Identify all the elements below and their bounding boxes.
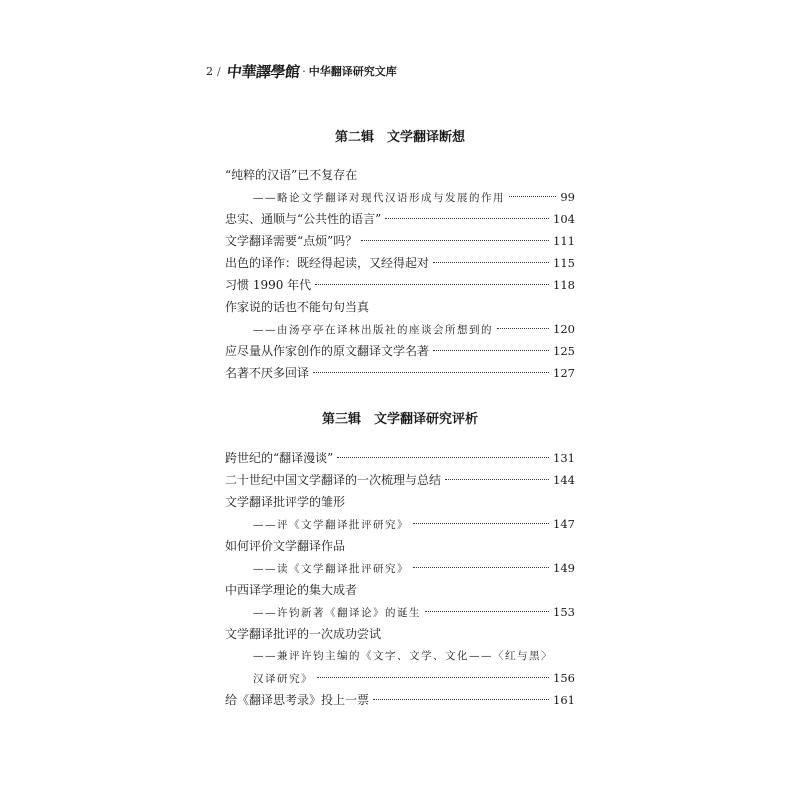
entry-title: 出色的译作：既经得起读，又经得起对 — [225, 256, 430, 270]
entry-subtitle: ——许钧新著《翻译论》的诞生 — [253, 607, 421, 619]
toc-entry-subtitle-cont[interactable] — [225, 667, 575, 689]
page-ref: 111 — [553, 234, 575, 248]
dot-leader — [337, 457, 549, 458]
page-ref: 147 — [553, 517, 575, 531]
toc-entry[interactable] — [225, 362, 575, 384]
toc-entry[interactable] — [225, 491, 575, 513]
publisher-logo: 中華譯學館 — [225, 62, 301, 81]
page-ref: 125 — [553, 344, 575, 358]
entry-subtitle: ——评《文学翻译批评研究》 — [253, 519, 409, 531]
entry-title: 习惯 1990 年代 — [225, 278, 312, 292]
dot-leader — [315, 284, 549, 285]
toc-entry-subtitle[interactable] — [225, 318, 575, 340]
toc-entry-subtitle[interactable] — [225, 557, 575, 579]
toc-entry-subtitle[interactable] — [225, 645, 575, 667]
dot-leader — [385, 218, 549, 219]
entry-title: 跨世纪的“翻译漫谈” — [225, 451, 334, 465]
page-ref: 153 — [553, 605, 575, 619]
section-title-2: 第二辑 文学翻译断想 — [334, 130, 465, 145]
dot-leader — [317, 677, 549, 678]
running-header — [206, 62, 397, 80]
dot-leader — [425, 611, 549, 612]
toc-entry[interactable] — [225, 469, 575, 491]
entry-subtitle: ——略论文学翻译对现代汉语形成与发展的作用 — [253, 192, 505, 204]
entry-subtitle: ——读《文学翻译批评研究》 — [253, 563, 409, 575]
toc-entry[interactable] — [225, 296, 575, 318]
toc-entry[interactable] — [225, 230, 575, 252]
header-separator: / — [217, 64, 221, 78]
dot-leader — [413, 567, 549, 568]
dot-leader — [433, 350, 549, 351]
series-title: 中华翻译研究文库 — [308, 65, 397, 78]
page-ref: 127 — [553, 366, 575, 380]
dot-leader — [313, 372, 549, 373]
page-number: 2 — [206, 64, 213, 78]
page-ref: 156 — [553, 671, 575, 685]
toc-entry[interactable] — [225, 252, 575, 274]
entry-subtitle-continued: 汉译研究》 — [253, 673, 313, 685]
page-ref: 99 — [560, 190, 575, 204]
toc-section-3 — [225, 447, 575, 711]
entry-title: 如何评价文学翻译作品 — [225, 539, 346, 553]
entry-title: “纯粹的汉语”已不复存在 — [225, 168, 358, 182]
page-ref: 118 — [553, 278, 575, 292]
dot-leader — [433, 262, 549, 263]
entry-title: 中西译学理论的集大成者 — [225, 583, 358, 597]
dot-leader — [497, 328, 549, 329]
section-title-3: 第三辑 文学翻译研究评析 — [321, 412, 478, 427]
dot-leader — [509, 196, 556, 197]
page-ref: 131 — [553, 451, 575, 465]
page-ref: 104 — [553, 212, 575, 226]
entry-title: 给《翻译思考录》投上一票 — [225, 693, 370, 707]
page-ref: 115 — [553, 256, 575, 270]
toc-entry[interactable] — [225, 535, 575, 557]
dot-leader — [361, 240, 549, 241]
entry-title: 文学翻译需要“点烦”吗？ — [225, 234, 358, 248]
entry-title: 忠实、通顺与“公共性的语言” — [225, 212, 382, 226]
toc-entry[interactable] — [225, 447, 575, 469]
toc-section-2 — [225, 164, 575, 384]
dot-leader — [413, 523, 549, 524]
entry-subtitle: ——兼评许钧主编的《文字、文学、文化——〈红与黑〉 — [253, 650, 553, 662]
page-ref: 120 — [553, 322, 575, 336]
dot-leader — [373, 699, 549, 700]
entry-title: 名著不厌多回译 — [225, 366, 310, 380]
toc-entry-subtitle[interactable] — [225, 601, 575, 623]
toc-entry-subtitle[interactable] — [225, 513, 575, 535]
toc-entry-subtitle[interactable] — [225, 186, 575, 208]
page-ref: 144 — [553, 473, 575, 487]
entry-title: 二十世纪中国文学翻译的一次梳理与总结 — [225, 473, 442, 487]
toc-entry[interactable] — [225, 579, 575, 601]
entry-title: 文学翻译批评的一次成功尝试 — [225, 627, 382, 641]
dot-leader — [445, 479, 549, 480]
header-dot: · — [302, 64, 306, 78]
entry-title: 作家说的话也不能句句当真 — [225, 300, 370, 314]
entry-subtitle: ——由汤亭亭在译林出版社的座谈会所想到的 — [253, 324, 493, 336]
toc-entry[interactable] — [225, 164, 575, 186]
page-ref: 161 — [553, 693, 575, 707]
toc-entry[interactable] — [225, 274, 575, 296]
toc-entry[interactable] — [225, 208, 575, 230]
entry-title: 文学翻译批评学的雏形 — [225, 495, 346, 509]
toc-entry[interactable] — [225, 340, 575, 362]
entry-title: 应尽量从作家创作的原文翻译文学名著 — [225, 344, 430, 358]
toc-entry[interactable] — [225, 623, 575, 645]
toc-entry[interactable] — [225, 689, 575, 711]
page-ref: 149 — [553, 561, 575, 575]
